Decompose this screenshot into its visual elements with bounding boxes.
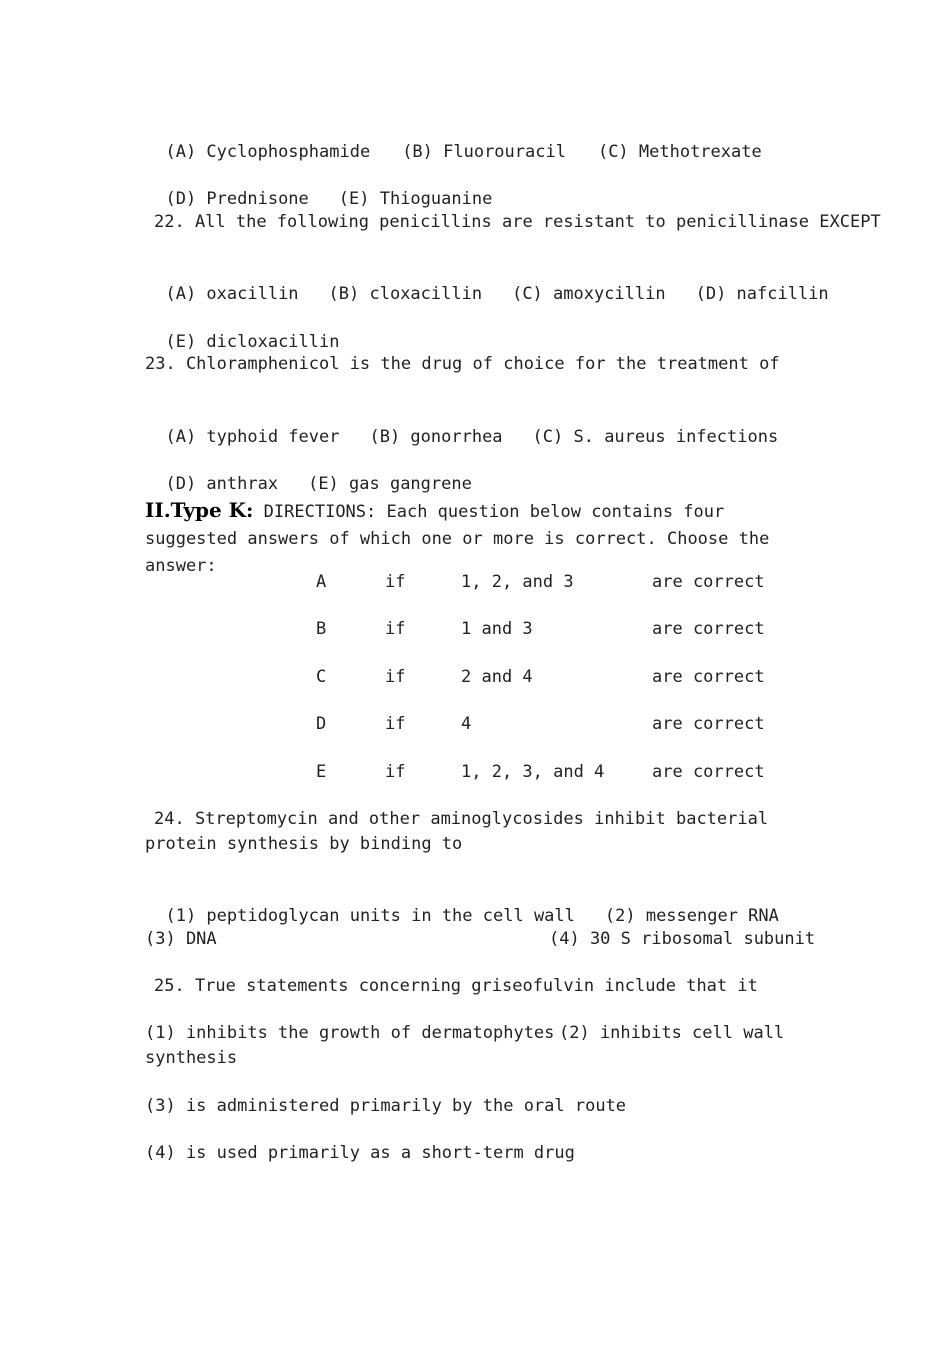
answer-key-combination: 2 and 4	[461, 667, 533, 687]
answer-key-letter: A	[316, 572, 327, 592]
answer-key-if: if	[385, 714, 406, 734]
q22-stem: 22. All the following penicillins are resistant to penicillinase EXCEPT	[154, 212, 881, 232]
answer-key-if: if	[385, 572, 406, 592]
q25-option-2-part-2: synthesis	[145, 1048, 238, 1068]
q21-option-b: (B) Fluorouracil	[402, 142, 566, 162]
q25-option-1: (1) inhibits the growth of dermatophytes	[145, 1023, 555, 1043]
q25-stem: 25. True statements concerning griseofulvin include that it	[154, 976, 758, 996]
q22-option-c: (C) amoxycillin	[512, 284, 666, 304]
q21-options-row-2	[145, 162, 492, 212]
answer-key-combination: 1, 2, and 3	[461, 572, 574, 592]
q24-option-2: (2) messenger RNA	[604, 906, 779, 926]
q22-option-b: (B) cloxacillin	[328, 284, 483, 304]
q23-option-b: (B) gonorrhea	[369, 427, 503, 447]
answer-key-row	[0, 760, 952, 785]
q22-option-e: (E) dicloxacillin	[165, 332, 340, 352]
answer-key-letter: D	[316, 714, 327, 734]
q23-stem: 23. Chloramphenicol is the drug of choice for the treatment of	[145, 354, 780, 374]
q23-option-d: (D) anthrax	[165, 474, 279, 494]
q23-options-row-2	[145, 447, 472, 497]
answer-key-if: if	[385, 667, 406, 687]
q23-option-a: (A) typhoid fever	[165, 427, 340, 447]
q22-option-d: (D) nafcillin	[695, 284, 829, 304]
answer-key-verdict: are correct	[652, 762, 765, 782]
answer-key-letter: C	[316, 667, 327, 687]
answer-key-row	[0, 712, 952, 737]
answer-key-letter: E	[316, 762, 327, 782]
answer-key-row	[0, 665, 952, 690]
answer-key-row	[0, 570, 952, 595]
q21-option-a: (A) Cyclophosphamide	[165, 142, 371, 162]
q24-option-4: (4) 30 S ribosomal subunit	[549, 929, 816, 949]
answer-key-if: if	[385, 619, 406, 639]
q21-option-c: (C) Methotrexate	[597, 142, 762, 162]
q21-option-e: (E) Thioguanine	[338, 189, 493, 209]
q25-option-3: (3) is administered primarily by the oral route	[145, 1096, 627, 1116]
q25-option-2-part-1: (2) inhibits cell wall	[559, 1023, 785, 1043]
q22-options-row-1	[145, 257, 829, 307]
q22-option-a: (A) oxacillin	[165, 284, 299, 304]
answer-key-combination: 4	[461, 714, 472, 734]
answer-key-verdict: are correct	[652, 714, 765, 734]
q24-stem: 24. Streptomycin and other aminoglycosides inhibit bacterial protein synthesis by binding to	[145, 809, 769, 854]
answer-key-if: if	[385, 762, 406, 782]
answer-key-verdict: are correct	[652, 572, 765, 592]
answer-key-combination: 1, 2, 3, and 4	[461, 762, 605, 782]
q24-option-3: (3) DNA	[145, 929, 217, 949]
q21-option-d: (D) Prednisone	[165, 189, 309, 209]
answer-key-verdict: are correct	[652, 619, 765, 639]
answer-key-verdict: are correct	[652, 667, 765, 687]
q22-options-row-2	[145, 305, 339, 355]
answer-key-row	[0, 617, 952, 642]
section-2-directions-text: DIRECTIONS: Each question below contains four suggested answers of which one or more is correct. Choose the answer:	[145, 502, 770, 576]
q25-option-4: (4) is used primarily as a short-term drug	[145, 1143, 575, 1163]
q23-option-c: (C) S. aureus infections	[532, 427, 779, 447]
q24-options-row-1	[145, 879, 779, 929]
section-2-heading: II.Type K:	[145, 498, 254, 522]
q23-option-e: (E) gas gangrene	[308, 474, 472, 494]
answer-key-letter: B	[316, 619, 327, 639]
q23-options-row-1	[145, 400, 778, 450]
section-2-directions	[145, 497, 825, 580]
answer-key-combination: 1 and 3	[461, 619, 533, 639]
q21-options-row-1	[145, 115, 762, 165]
q24-option-1: (1) peptidoglycan units in the cell wall	[165, 906, 575, 926]
